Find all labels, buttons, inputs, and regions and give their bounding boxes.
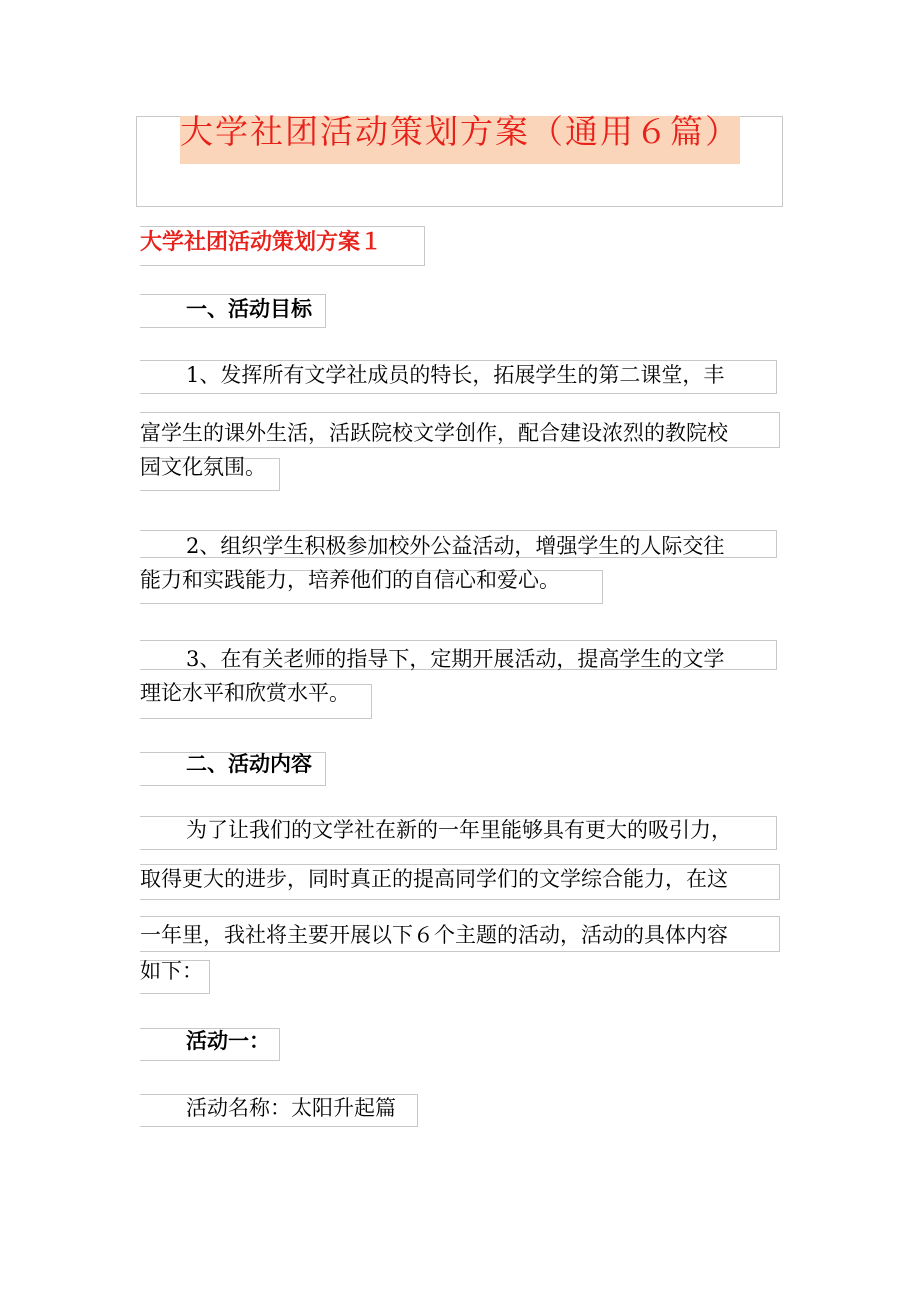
goal3-line-1: 3、在有关老师的指导下，定期开展活动，提高学生的文学 (186, 647, 725, 671)
goal1-line-3: 园文化氛围。 (140, 455, 266, 479)
content-line-3: 一年里，我社将主要开展以下６个主题的活动，活动的具体内容 (140, 923, 728, 947)
content-line-2: 取得更大的进步，同时真正的提高同学们的文学综合能力，在这 (140, 867, 728, 891)
goal1-line-1: 1、发挥所有文学社成员的特长，拓展学生的第二课堂，丰 (186, 363, 725, 387)
goal1-line-2: 富学生的课外生活，活跃院校文学创作，配合建设浓烈的教院校 (140, 421, 728, 445)
heading-content: 二、活动内容 (186, 751, 312, 776)
goal2-line-2: 能力和实践能力，培养他们的自信心和爱心。 (140, 568, 560, 592)
content-line-1: 为了让我们的文学社在新的一年里能够具有更大的吸引力， (186, 818, 732, 842)
heading-goal: 一、活动目标 (186, 296, 312, 321)
activity-heading: 活动一： (186, 1028, 270, 1053)
goal2-line-1: 2、组织学生积极参加校外公益活动，增强学生的人际交往 (186, 534, 725, 558)
activity-name: 活动名称：太阳升起篇 (186, 1096, 396, 1120)
content-line-4: 如下： (140, 959, 203, 983)
page-title: 大学社团活动策划方案（通用６篇） (180, 112, 740, 151)
section-title: 大学社团活动策划方案１ (140, 229, 383, 255)
goal3-line-2: 理论水平和欣赏水平。 (140, 681, 350, 705)
